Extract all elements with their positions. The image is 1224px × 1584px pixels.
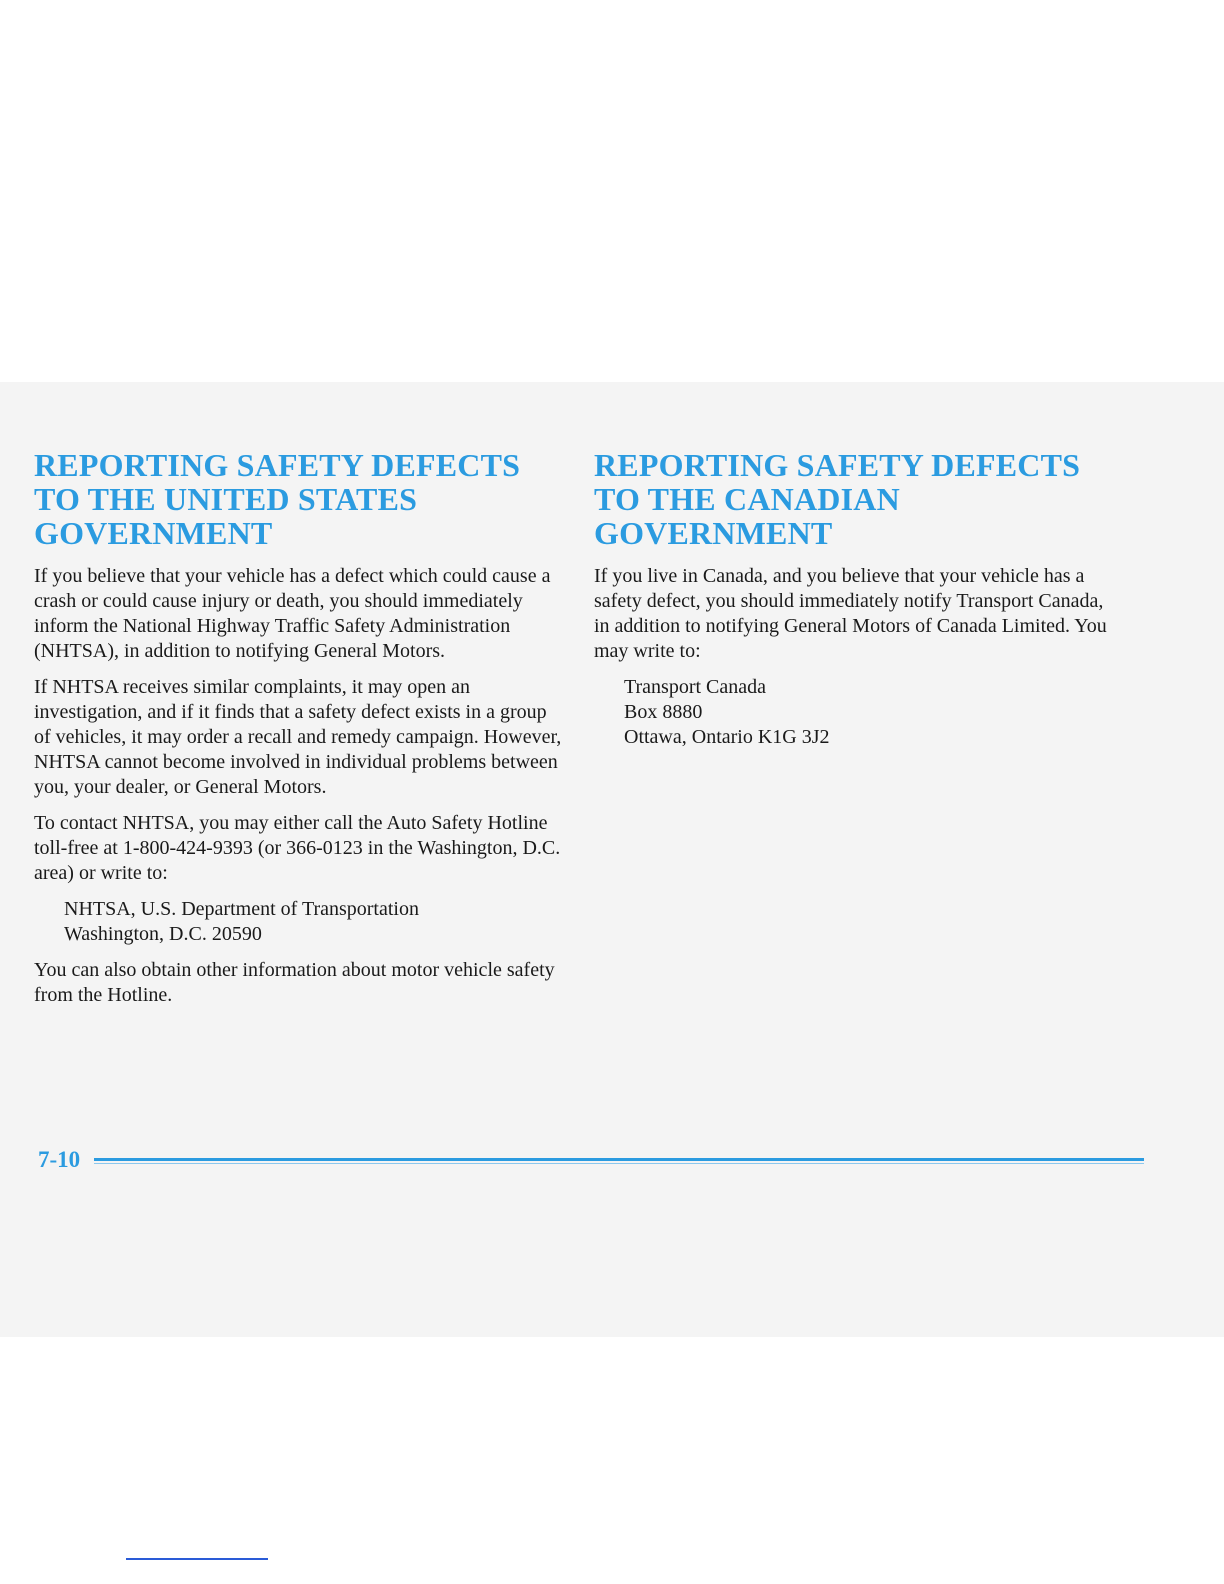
us-section-heading: [34, 448, 564, 550]
heading-line: TO THE UNITED STATES: [34, 481, 418, 517]
us-paragraph-investigation: If NHTSA receives similar complaints, it may open an investigation, and if it finds that a safety defect exists in a group of vehicles, it may order a recall and remedy campaign. However, NHTSA cannot become involved in individual problems between you, your dealer, or General Motors.: [34, 676, 562, 798]
address-line: Ottawa, Ontario K1G 3J2: [624, 726, 830, 748]
link-underline: [126, 1558, 268, 1560]
us-paragraph-defect: If you believe that your vehicle has a defect which could cause a crash or could cause injury or death, you should immediately inform the National Highway Traffic Safety Administration (NHTSA), in addition to notifying General Motors.: [34, 565, 551, 662]
nhtsa-address: [64, 897, 564, 947]
canada-section-heading: [594, 448, 1114, 550]
us-paragraph-contact: To contact NHTSA, you may either call the Auto Safety Hotline toll-free at 1-800-424-9393 (or 366-0123 in the Washington, D.C. area) or write to:: [34, 812, 561, 884]
transport-canada-address: [624, 675, 1114, 750]
heading-line: TO THE CANADIAN: [594, 481, 900, 517]
us-reporting-section: [34, 448, 564, 1019]
us-paragraph-hotline-info: You can also obtain other information about motor vehicle safety from the Hotline.: [34, 959, 555, 1006]
heading-line: REPORTING SAFETY DEFECTS: [34, 447, 521, 483]
canada-reporting-section: [594, 448, 1114, 761]
address-line: NHTSA, U.S. Department of Transportation: [64, 898, 419, 920]
address-line: Washington, D.C. 20590: [64, 923, 262, 945]
address-line: Box 8880: [624, 701, 703, 723]
footer-divider-thin: [94, 1163, 1144, 1164]
footer-divider: [94, 1158, 1144, 1161]
heading-line: GOVERNMENT: [34, 515, 273, 551]
page-number: 7-10: [38, 1147, 81, 1172]
page-footer: [34, 1146, 1114, 1176]
heading-line: REPORTING SAFETY DEFECTS: [594, 447, 1081, 483]
heading-line: GOVERNMENT: [594, 515, 833, 551]
address-line: Transport Canada: [624, 676, 767, 698]
canada-paragraph-notify: If you live in Canada, and you believe that your vehicle has a safety defect, you should immediately notify Transport Canada, in addition to notifying General Motors of Canada Limited. You may write to:: [594, 565, 1107, 662]
